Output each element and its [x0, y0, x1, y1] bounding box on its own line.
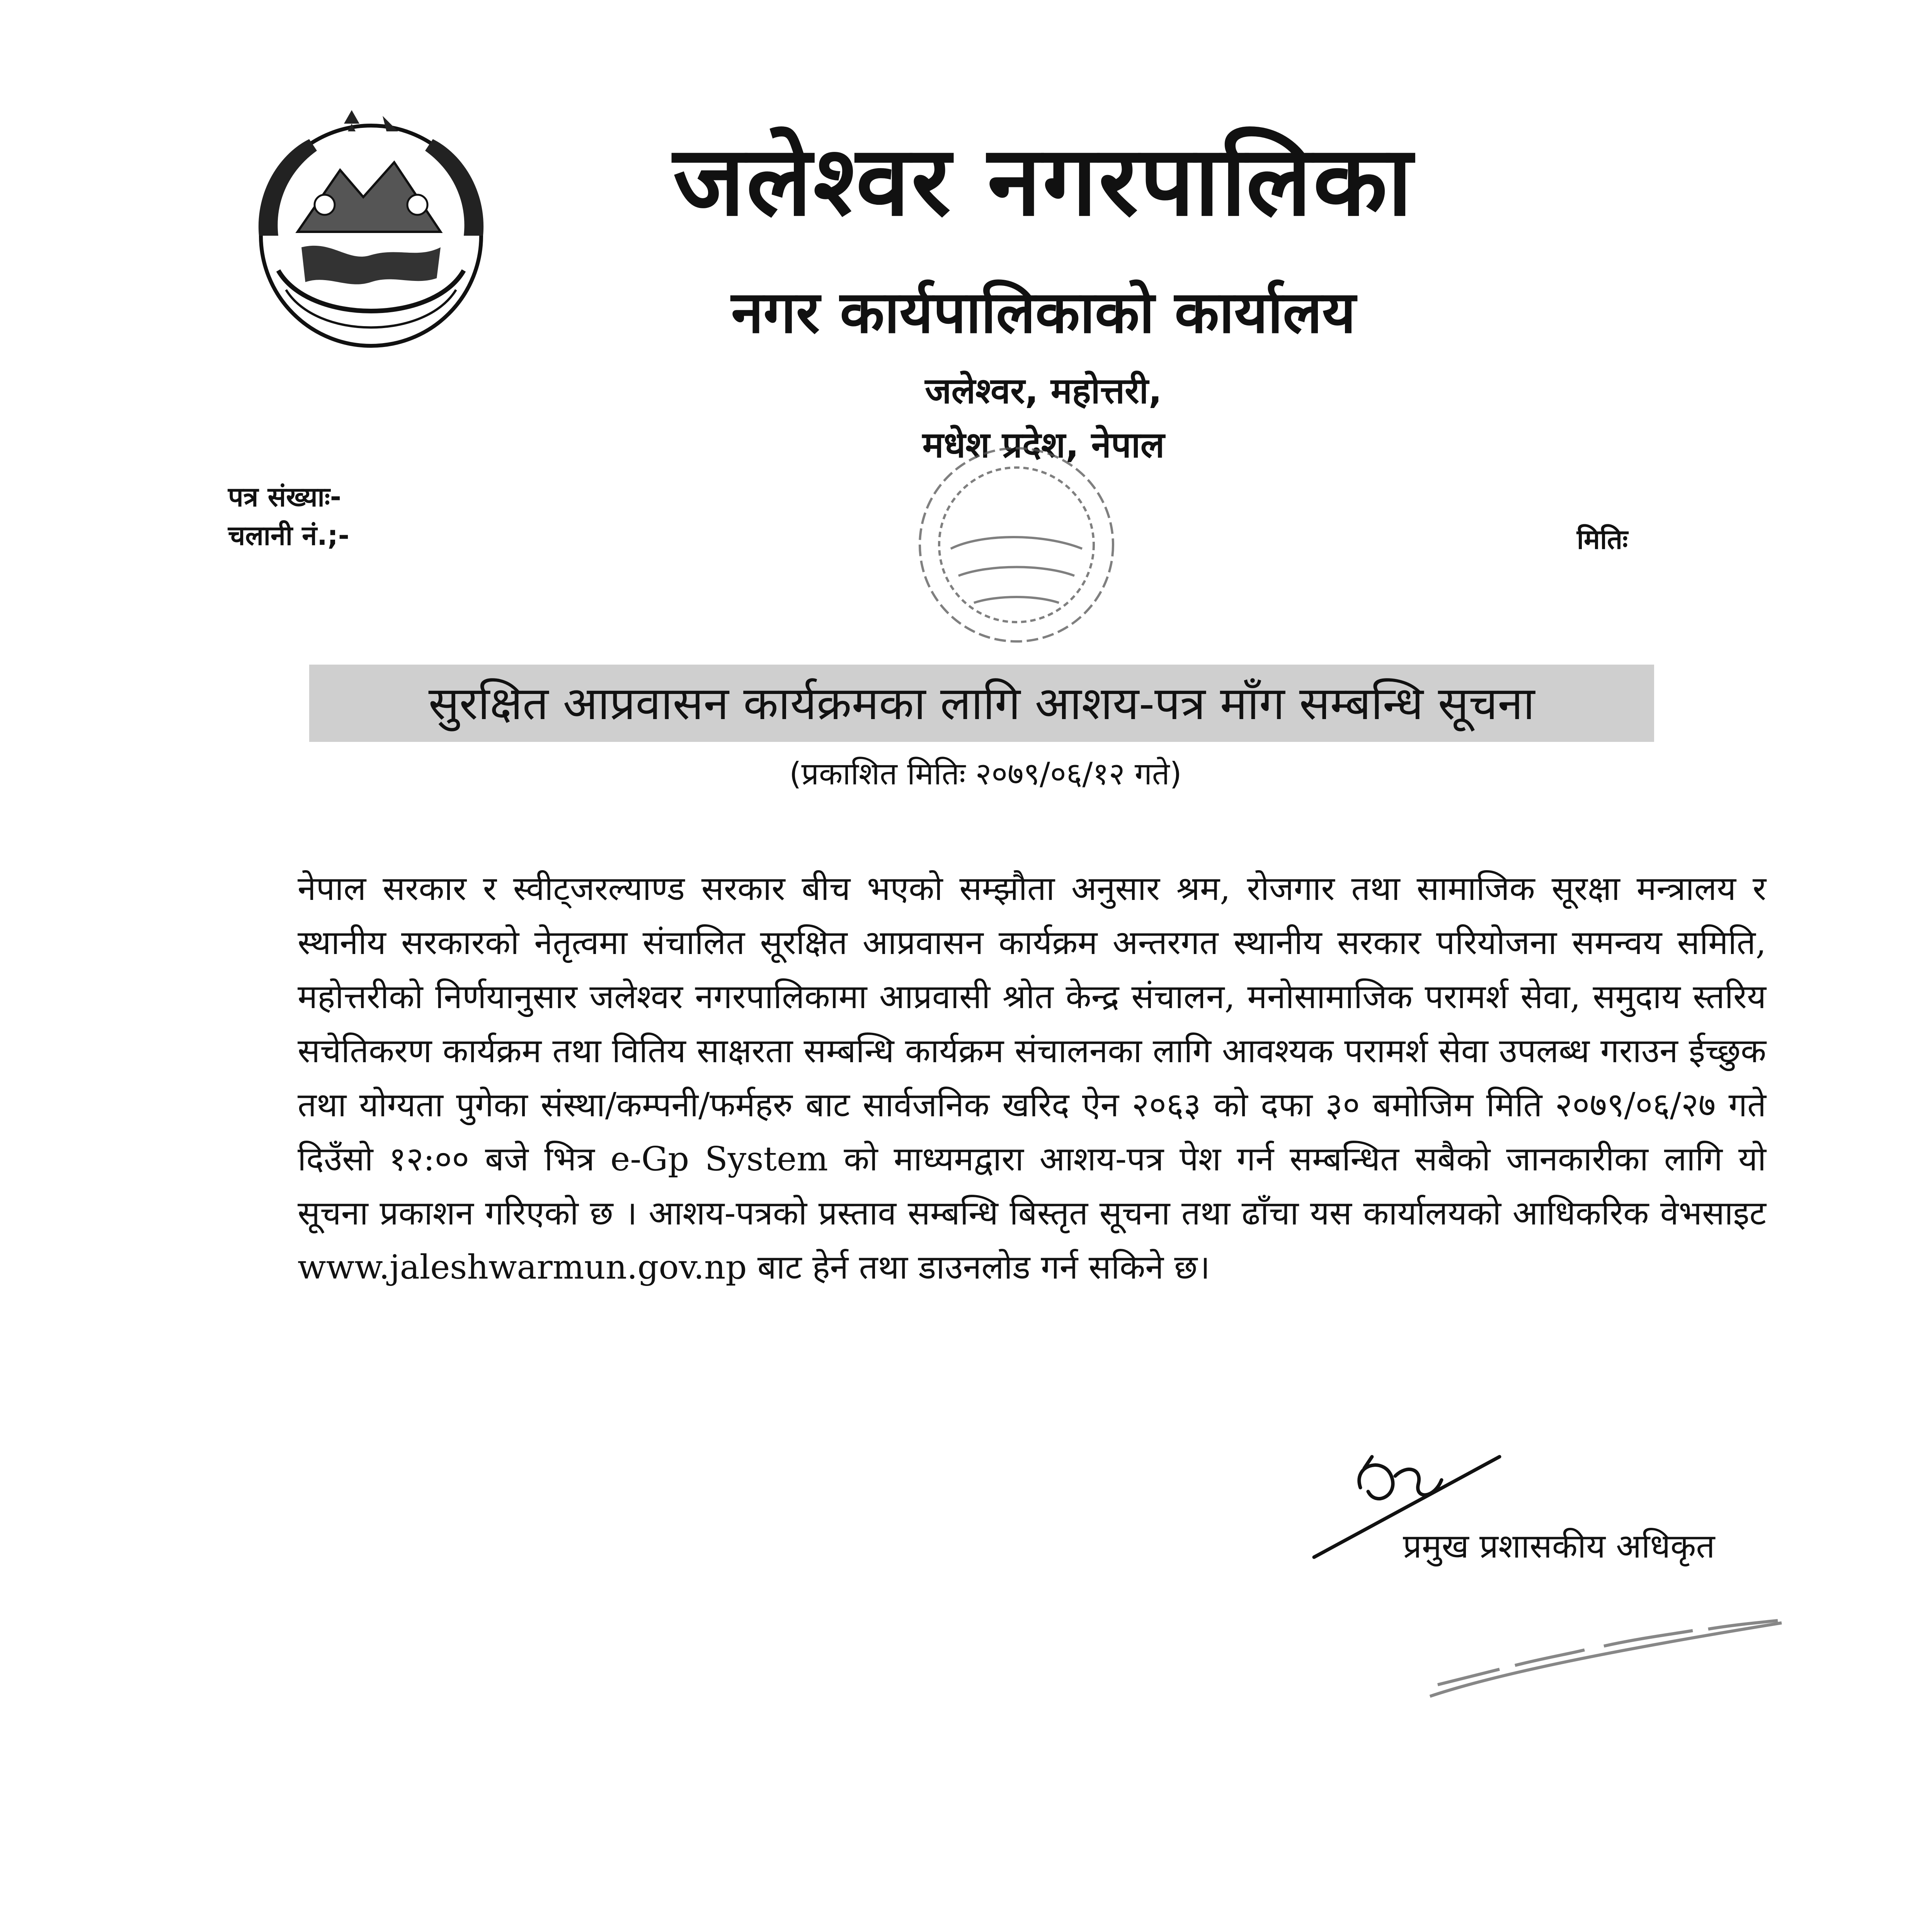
- office-name: जलेश्वर नगरपालिका: [673, 124, 1414, 237]
- nepal-government-emblem-icon: [232, 108, 510, 363]
- letter-number-label: पत्र संख्याः-: [228, 481, 341, 513]
- designation-stamp-icon: [1422, 1615, 1793, 1708]
- published-date: (प्रकाशित मितिः २०७९/०६/१२ गते): [789, 756, 1182, 792]
- office-round-seal-icon: [881, 433, 1152, 657]
- office-subtitle: नगर कार्यपालिकाको कार्यालय: [731, 278, 1356, 346]
- signatory-title: प्रमुख प्रशासकीय अधिकृत: [1403, 1527, 1715, 1566]
- notice-title: सुरक्षित आप्रवासन कार्यक्रमका लागि आशय-पत्र माँग सम्बन्धि सूचना: [309, 665, 1654, 742]
- notice-body: नेपाल सरकार र स्वीट्जरल्याण्ड सरकार बीच भएको सम्झौता अनुसार श्रम, रोजगार तथा सामाजिक सूरक्षा मन्त्रालय र स्थानीय सरकारको नेतृत्वमा संचालित सूरक्षित आप्रवासन कार्यक्रम अन्तरगत स्थानीय सरकार परियोजना समन्वय समिति, महोत्तरीको निर्णयानुसार जलेश्वर नगरपालिकामा आप्रवासी श्रोत केन्द्र संचालन, मनोसामाजिक परामर्श सेवा, समुदाय स्तरिय सचेतिकरण कार्यक्रम तथा वितिय साक्षरता सम्बन्धि कार्यक्रम संचालनका लागि आवश्यक परामर्श सेवा उपलब्ध गराउन ईच्छुक तथा योग्यता पुगेका संस्था/कम्पनी/फर्महरु बाट सार्वजनिक खरिद ऐन २०६३ को दफा ३० बमोजिम मिति २०७९/०६/२७ गते दिउँसो १२:०० बजे भित्र e-Gp System को माध्यमद्वारा आशय-पत्र पेश गर्न सम्बन्धित सबैको जानकारीका लागि यो सूचना प्रकाशन गरिएको छ । आशय-पत्रको प्रस्ताव सम्बन्धि बिस्तृत सूचना तथा ढाँचा यस कार्यालयको आधिकरिक वेभसाइट www.jaleshwarmun.gov.np बाट हेर्न तथा डाउनलोड गर्न सकिने छ।: [298, 869, 1766, 1287]
- date-label: मितिः: [1577, 524, 1628, 555]
- address-district: जलेश्वर, महोत्तरी,: [925, 370, 1162, 412]
- address-province: मधेश प्रदेश, नेपाल: [922, 424, 1165, 466]
- dispatch-number-label: चलानी नं.;-: [228, 520, 349, 551]
